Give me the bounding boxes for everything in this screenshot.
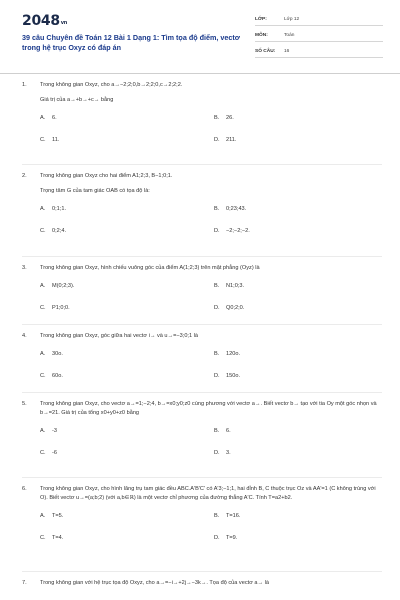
question-subtext: Giá trị của a→+b→+c→ bằng (40, 97, 114, 103)
logo-text: 2048 (22, 13, 60, 29)
answer-options (22, 115, 382, 149)
meta-row-class (255, 10, 383, 26)
option-c[interactable]: C. 60o. (40, 373, 63, 379)
site-logo[interactable] (22, 13, 67, 29)
question-number: 2. (22, 173, 27, 179)
option-b[interactable]: B. 6. (214, 428, 231, 434)
answer-options (22, 283, 382, 317)
question-text: Trong không gian Oxyz, cho vectơ a→=1;−2;4, b→=x0;y0;z0 cùng phương với vectơ a→. Biết vectơ b→ tạo với tia Oy một góc nhọn và b→=21. Giá trị của tổng x0+y0+z0 bằng (40, 401, 377, 416)
question-number: 6. (22, 486, 27, 492)
question-text: Trong không gian Oxyz, cho a→−2;2;0,b→2;2;0,c→2;2;2. (40, 82, 183, 88)
document-meta (255, 10, 383, 58)
logo-suffix: vn (60, 20, 67, 26)
question-number: 3. (22, 265, 27, 271)
question-number: 5. (22, 401, 27, 407)
question-3 (22, 264, 382, 317)
question-text: Trong không gian Oxyz, hình chiếu vuông góc của điểm A(1;2;3) trên mặt phẳng (Oyz) là (40, 265, 260, 271)
question-text: Trong không gian Oxyz, góc giữa hai vectơ i→ và u→=−3;0;1 là (40, 333, 199, 339)
option-d[interactable]: D. Q0;2;0. (214, 305, 245, 311)
meta-row-subject (255, 26, 383, 42)
option-c[interactable]: C. -6 (40, 450, 57, 456)
question-6 (22, 485, 382, 547)
answer-options (22, 513, 382, 547)
answer-options (22, 351, 382, 385)
option-b[interactable]: B. T=16. (214, 513, 241, 519)
question-text: Trong không gian Oxyz, cho hình lăng trụ tam giác đều ABC.A'B'C' có A'3;−1;1, hai đỉnh B, C thuộc trục Oz và AA'=1 (C không trùng với O). Biết vectơ u→=(a;b;2) (với a,b∈ℝ) là một vectơ chỉ phương của đường thẳng A'C. Tính T=a2+b2. (40, 486, 376, 501)
question-2 (22, 172, 382, 240)
question-subtext: Trọng tâm G của tam giác OAB có tọa độ là: (40, 188, 150, 194)
option-c[interactable]: C. P1;0;0. (40, 305, 70, 311)
option-b[interactable]: B. 120o. (214, 351, 240, 357)
question-divider (22, 392, 382, 393)
question-number: 4. (22, 333, 27, 339)
option-a[interactable]: A. 6. (40, 115, 57, 121)
option-b[interactable]: B. N1;0;3. (214, 283, 245, 289)
option-a[interactable]: A. 0;1;1. (40, 206, 66, 212)
meta-label: SỐ CÂU: (255, 49, 276, 54)
question-divider (22, 477, 382, 478)
option-b[interactable]: B. 0;23;43. (214, 206, 247, 212)
document-title: 39 câu Chuyên đề Toán 12 Bài 1 Dạng 1: Tìm tọa độ điểm, vectơ trong hệ trục Oxyz có đáp án (22, 33, 240, 52)
option-a[interactable]: A. M(0;2;3). (40, 283, 75, 289)
option-c[interactable]: C. T=4. (40, 535, 64, 541)
question-1 (22, 81, 382, 149)
question-4 (22, 332, 382, 385)
option-d[interactable]: D. 211. (214, 137, 237, 143)
option-c[interactable]: C. 0;2;4. (40, 228, 66, 234)
meta-value: Toán (284, 33, 295, 38)
question-5 (22, 400, 382, 462)
question-number: 7. (22, 580, 27, 586)
option-a[interactable]: A. T=5. (40, 513, 64, 519)
question-divider (22, 571, 382, 572)
option-c[interactable]: C. 11. (40, 137, 60, 143)
meta-value: Lớp 12 (284, 17, 300, 22)
meta-row-count (255, 42, 383, 58)
question-7 (22, 579, 382, 588)
meta-label: LỚP: (255, 17, 267, 22)
option-d[interactable]: D. 3. (214, 450, 231, 456)
option-a[interactable]: A. 30o. (40, 351, 63, 357)
option-b[interactable]: B. 26. (214, 115, 234, 121)
option-d[interactable]: D. −2;−2;−2. (214, 228, 250, 234)
header-divider (0, 73, 400, 74)
document-header (0, 0, 400, 72)
question-text: Trong không gian Oxyz cho hai điểm A1;2;3, B−1;0;1. (40, 173, 173, 179)
option-d[interactable]: D. T=9. (214, 535, 238, 541)
meta-value: 16 (284, 49, 290, 54)
option-a[interactable]: A. -3 (40, 428, 57, 434)
question-divider (22, 324, 382, 325)
question-divider (22, 164, 382, 165)
meta-label: MÔN: (255, 33, 268, 38)
answer-options (22, 428, 382, 462)
answer-options (22, 206, 382, 240)
question-text: Trong không gian với hệ trục tọa độ Oxyz, cho a→=−i→+2j→−3k→. Tọa độ của vectơ a→ là (40, 580, 270, 586)
question-number: 1. (22, 82, 27, 88)
option-d[interactable]: D. 150o. (214, 373, 240, 379)
question-divider (22, 256, 382, 257)
